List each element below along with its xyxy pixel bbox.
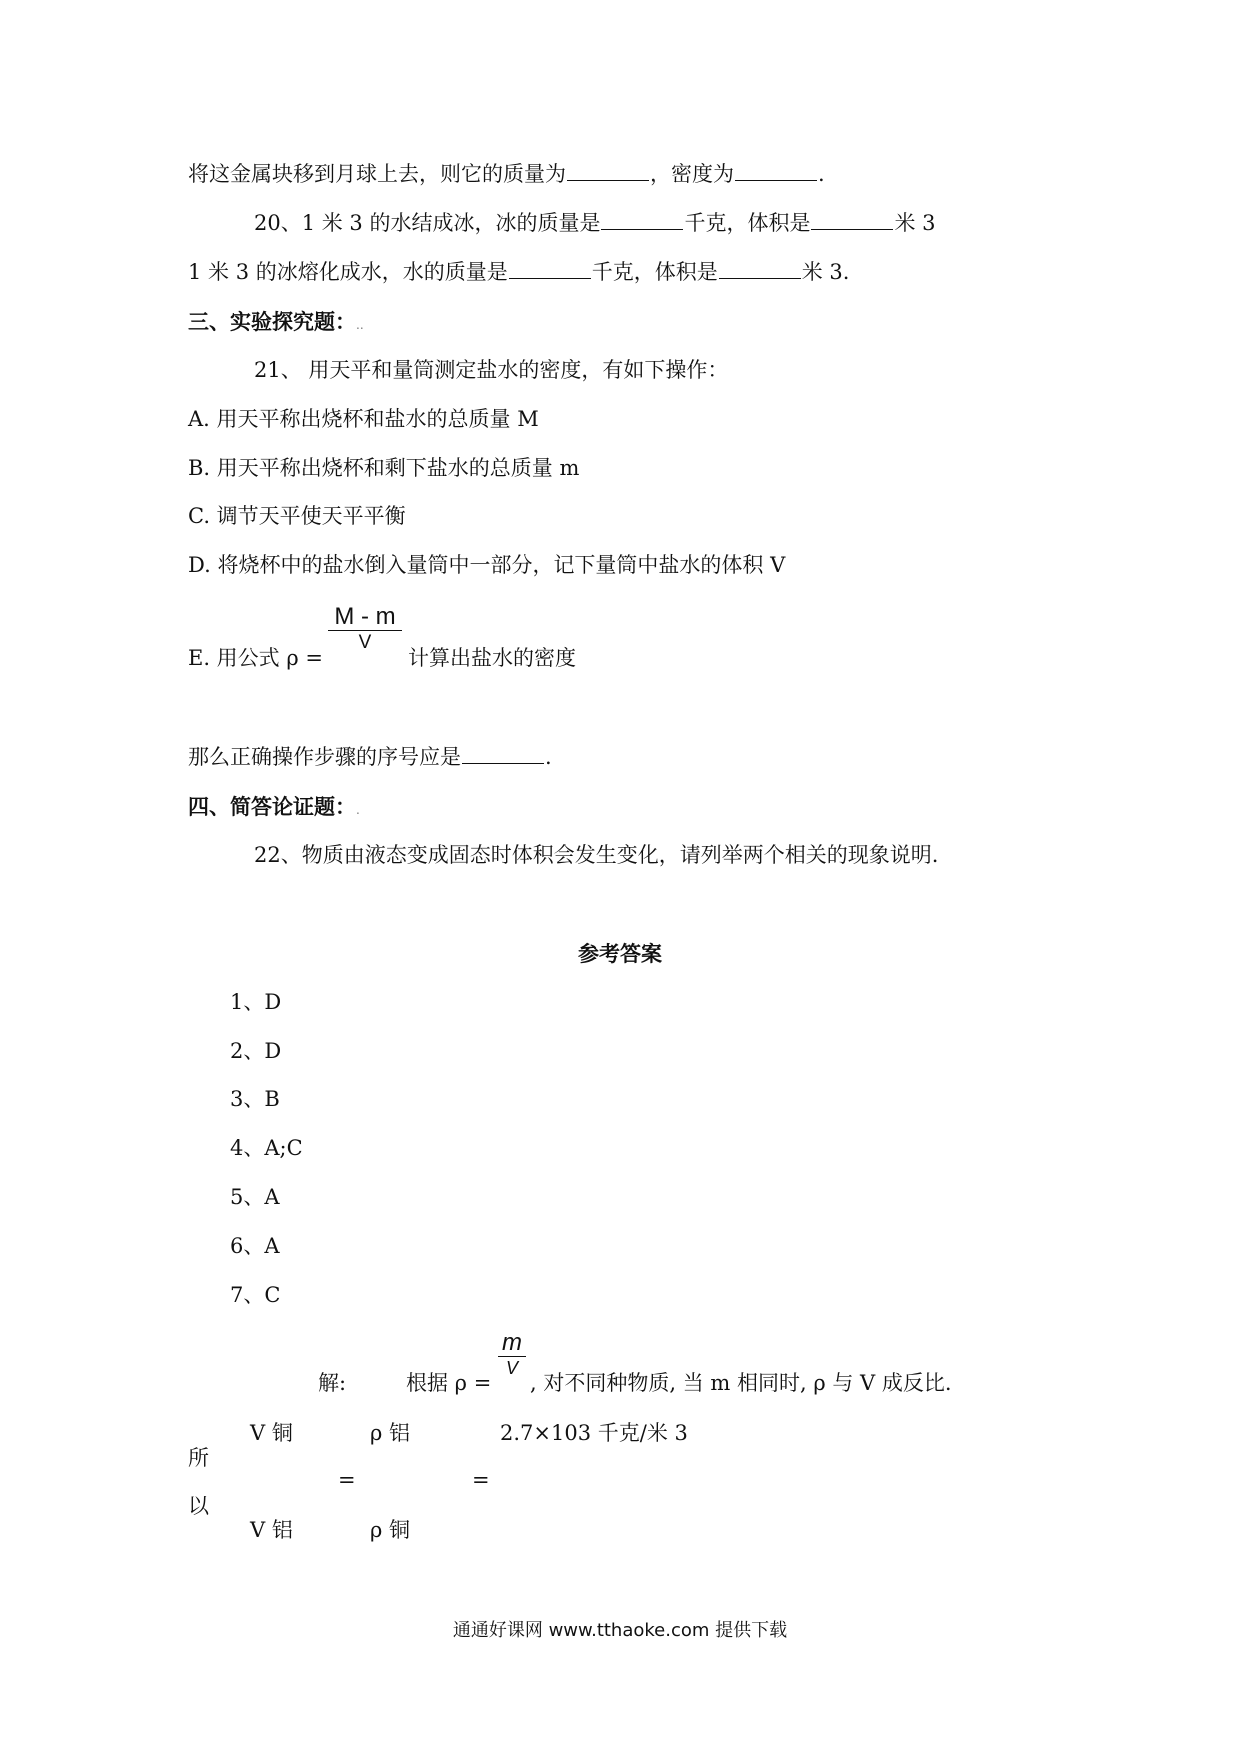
answer-item: 4、A;C	[230, 1136, 303, 1160]
fraction-numerator: M - m	[334, 603, 396, 630]
option-c: C. 调节天平使天平平衡	[188, 504, 406, 528]
q20-text-a: 20、1 米 3 的水结成冰，冰的质量是	[254, 211, 601, 235]
answer-end: .	[545, 745, 552, 769]
answer-blank[interactable]	[567, 178, 649, 181]
mass-volume-fraction	[498, 1330, 526, 1377]
section-three-dots: ..	[356, 318, 364, 332]
answer-item: 1、D	[230, 990, 282, 1014]
section-four-title: 四、简答论证题：	[188, 794, 356, 819]
solution-statement: , 对不同种物质, 当 m 相同时, ρ 与 V 成反比.	[530, 1371, 952, 1395]
suoyi-char-2: 以	[188, 1494, 209, 1518]
line1-text-a: 将这金属块移到月球上去，则它的质量为	[188, 162, 566, 186]
fraction-denominator: V	[358, 632, 372, 654]
answer-blank[interactable]	[601, 227, 683, 230]
volume-aluminum: V 铝	[250, 1518, 293, 1542]
fraction-denominator: V	[505, 1358, 518, 1379]
answer-prompt: 那么正确操作步骤的序号应是	[188, 745, 461, 769]
answer-item: 2、D	[230, 1039, 282, 1063]
density-aluminum: ρ 铝	[370, 1421, 411, 1445]
question-22-stem: 22、物质由液态变成固态时体积会发生变化，请列举两个相关的现象说明.	[254, 843, 939, 867]
q20-text-b: 千克，体积是	[684, 211, 811, 235]
answer-blank[interactable]	[811, 227, 893, 230]
answer-blank[interactable]	[735, 178, 817, 181]
line1-text-c: .	[818, 162, 825, 186]
fill-blank-line-1	[188, 164, 825, 185]
q20b-text-c: 米 3.	[801, 260, 850, 284]
density-fraction	[328, 604, 402, 652]
option-e-suffix: 计算出盐水的密度	[408, 646, 576, 670]
option-d: D. 将烧杯中的盐水倒入量筒中一部分，记下量筒中盐水的体积 V	[188, 553, 786, 577]
answer-blank[interactable]	[509, 276, 591, 279]
option-a: A. 用天平称出烧杯和盐水的总质量 M	[188, 407, 539, 431]
section-four-heading	[188, 796, 360, 818]
volume-copper: V 铜	[250, 1421, 293, 1445]
fraction-numerator: m	[502, 1329, 522, 1356]
question-20-part-2	[188, 262, 849, 283]
option-b: B. 用天平称出烧杯和剩下盐水的总质量 m	[188, 456, 580, 480]
equals-sign-1: =	[338, 1468, 356, 1492]
fraction-bar	[498, 1356, 526, 1357]
section-three-title: 三、实验探究题：	[188, 309, 356, 334]
question-21-stem: 21、 用天平和量筒测定盐水的密度，有如下操作：	[254, 358, 729, 382]
solution-label: 解:	[318, 1371, 347, 1395]
q20b-text-b: 千克，体积是	[591, 260, 718, 284]
q20-text-c: 米 3	[894, 211, 936, 235]
answer-blank[interactable]	[719, 276, 801, 279]
answer-blank[interactable]	[462, 761, 544, 764]
option-e-prefix: E. 用公式 ρ =	[188, 646, 323, 670]
page-footer: 通通好课网 www.tthaoke.com 提供下载	[452, 1620, 788, 1641]
answer-item: 7、C	[230, 1283, 281, 1307]
answer-item: 6、A	[230, 1234, 280, 1258]
fraction-bar	[328, 630, 402, 631]
solution-according: 根据 ρ =	[406, 1371, 492, 1395]
question-20	[254, 213, 936, 234]
suoyi-char-1: 所	[188, 1446, 209, 1470]
density-copper: ρ 铜	[370, 1518, 411, 1542]
section-four-dot: .	[356, 803, 360, 817]
question-21-answer-line	[188, 747, 552, 768]
equals-sign-2: =	[472, 1468, 490, 1492]
section-three-heading	[188, 311, 364, 333]
q20b-text-a: 1 米 3 的冰熔化成水，水的质量是	[188, 260, 508, 284]
line1-text-b: ，密度为	[650, 162, 734, 186]
density-value: 2.7×103 千克/米 3	[500, 1421, 688, 1445]
answer-item: 3、B	[230, 1087, 280, 1111]
answers-title: 参考答案	[578, 941, 662, 966]
answer-item: 5、A	[230, 1185, 280, 1209]
